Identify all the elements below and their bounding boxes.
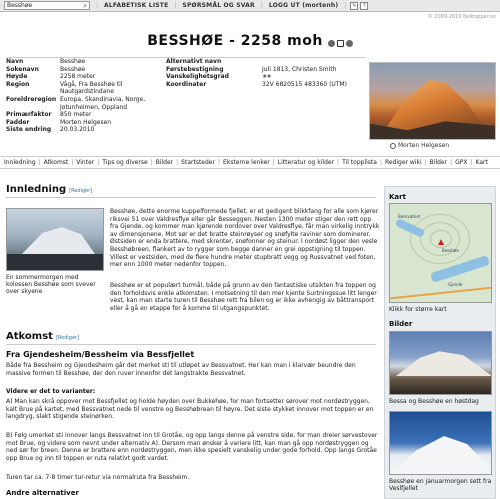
info-row: [6, 88, 145, 96]
info-value: ★★: [262, 73, 271, 81]
info-row: [166, 66, 347, 74]
info-row: [6, 58, 145, 66]
info-key: Alternativt navn: [166, 58, 222, 65]
mountain-photo[interactable]: [369, 62, 496, 140]
info-row: [6, 126, 145, 134]
variant-a: A) Man kan skrå oppover mot Bessfjellet og holde høyden over Bukkehøe, for man fortsetter sørover mot nordøstryggen, kalt Brue på kartet, med Bessvatnet nede til venstre og Besshøbrean til høyre. Det siste stykket innover mot toppen er en langdryg, slakt stigende steinørken.: [6, 398, 374, 421]
map-label: Besshøe: [442, 248, 459, 253]
info-row: [6, 73, 145, 81]
photos-heading: Bilder: [389, 320, 413, 328]
tab-link[interactable]: Rediger wiki: [384, 159, 422, 166]
info-value: 32V 6820515 483360 (UTM): [262, 80, 348, 88]
edit-icon[interactable]: ✎: [352, 2, 357, 9]
trip-time: Turen tar ca. 7-8 timer tur-retur via normalruta fra Bessheim.: [6, 474, 190, 481]
copyright-icon: [390, 143, 396, 149]
map-label: Gjende: [448, 282, 463, 287]
info-value: Besshøe: [60, 58, 86, 65]
atkomst-heading: Atkomst: [6, 331, 53, 342]
info-row: [6, 104, 145, 112]
download-icon[interactable]: [346, 40, 353, 47]
sidebar-photo-1[interactable]: [389, 331, 492, 395]
info-row: [6, 111, 145, 119]
tab-link[interactable]: Vinter: [76, 159, 95, 166]
tab-link[interactable]: GPX: [455, 159, 468, 166]
info-value: Besshøe: [60, 65, 86, 73]
camera-icon[interactable]: [328, 40, 335, 47]
intro-paragraph-1: Besshøe, dette enorme kuppelformede fjellet, er et gedigent blikkfang for alle som kjører riksvei 51 over Valdresflye eller går Besseggen. Nesten 1300 meter stiger den rett opp fra Gjende, og kommer man kjørende nordover over Valdresflye, får man virkelig inntrykk av dimensjonene. Mot sør er det bratte steinrøyser og snøfylte raviner som dominerer. Østsiden er enda brattere, med skrenter, snøfonner og steinur. I nordøst ligger den vesle Besshøbreen, flankert av to rygger som begge danner en grei oppstigning til toppen. Villest er vestsiden, med de flere hundre meter stupbratt vegg og Russvatnet ved foten, mer enn 1000 meter nedenfor toppen.: [110, 208, 380, 269]
top-nav: | ALFABETISK LISTE | SPØRSMÅL OG SVAR | LOGG UT (mortenh) |: [96, 2, 347, 9]
tab-link[interactable]: Eksterne lenker: [222, 159, 270, 166]
tab-link[interactable]: Bilder: [155, 159, 174, 166]
atkomst-section-header: [6, 331, 376, 345]
tab-link[interactable]: Startsteder: [181, 159, 215, 166]
search-value: Besshøe: [7, 2, 33, 9]
nav-questions-answers[interactable]: SPØRSMÅL OG SVAR: [182, 2, 255, 9]
intro-heading: Innledning: [6, 184, 67, 195]
top-icons: [350, 2, 368, 10]
intro-photo-caption: En sommermorgen med kolossen Besshøe som svever over skyene: [6, 274, 96, 295]
info-key: Siste endring: [6, 126, 52, 134]
info-key: Førstebestigning: [166, 65, 224, 73]
copyright: © 2009-2010 fjelltopper.no: [427, 14, 496, 20]
atkomst-edit-link[interactable]: [Rediger]: [55, 335, 80, 341]
tab-link[interactable]: Kart: [475, 159, 488, 166]
info-key: Fadder: [6, 118, 30, 126]
info-value: Juli 1813, Christen Smith: [262, 65, 337, 73]
info-row: [6, 81, 145, 89]
photo-credit: Morten Helgesen: [390, 142, 449, 149]
info-row: [166, 73, 347, 81]
section-tabs: Innledning | Atkomst | Vinter | Tips og diverse | Bilder | Startsteder | Eksterne lenker | Litteratur og kilder | Til topplista | Rediger wiki | Bilder | GPX | Kart: [0, 156, 500, 169]
info-left: [6, 58, 145, 134]
info-row: [166, 58, 347, 66]
info-key: Primærfaktor: [6, 111, 52, 119]
info-value: Nautgardstindane: [60, 88, 114, 96]
atkomst-paragraph-1: Både fra Bessheim og Gjendesheim går det merket sti til utløpet av Bessvatnet. Her kan man i klarvær beundre den massive formen til Besshøe, der den ruver innenfor det langstrakte Bessvatnet.: [6, 362, 356, 377]
info-key: [6, 104, 60, 112]
variant-b: B) Følg umerket sti innover langs Bessvatnet inn til Grotåe, og opp langs denne på venstre side, for man dreier sørvestover mot Brue, og videre som nevnt under alternativ A). Dersom man ønsker å variere litt, kan man gå opp nordøstryggen og ned sør for breen. Denne er brattere enn nordøstryggen, men ikke spesielt vanskelig under gode forhold. Opp langs Grotåe opp Brue og inn til toppen er ruta relativt godt vardet.: [6, 432, 378, 462]
info-key: Vanskelighetsgrad: [166, 73, 229, 81]
sidebar-photo-2[interactable]: [389, 411, 492, 475]
info-value: 2258 meter: [60, 73, 96, 81]
nav-logout[interactable]: LOGG UT (mortenh): [268, 2, 339, 9]
tab-link[interactable]: Litteratur og kilder: [277, 159, 335, 166]
info-value: Morten Helgesen: [60, 118, 112, 126]
mountain-name: BESSHØE - 2258: [147, 33, 282, 49]
tab-link[interactable]: Til topplista: [342, 159, 377, 166]
alternatives-heading: Andre alternativer: [6, 489, 79, 497]
intro-section-header: [6, 184, 376, 198]
info-key: Foreldreregion: [6, 95, 57, 103]
page-title: [0, 33, 500, 49]
sidebar-photo-2-caption: Besshøe en januarmorgen sett fra Veslfjellet: [389, 478, 492, 492]
route-heading: Fra Gjendesheim/Bessheim via Bessfjellet: [6, 350, 195, 359]
info-key: [6, 88, 60, 96]
height-unit: moh: [287, 33, 323, 49]
tab-link[interactable]: Bilder: [429, 159, 448, 166]
info-row: [166, 81, 347, 89]
info-row: [6, 96, 145, 104]
map-caption[interactable]: Klikk for større kart: [389, 306, 447, 313]
info-right: [166, 58, 347, 88]
intro-photo[interactable]: [6, 208, 104, 271]
help-icon[interactable]: ?: [360, 2, 368, 10]
intro-paragraph-2: Besshøe er et populært turmål, både på grunn av den fantastiske utsikten fra toppen og den forholdsvis enkle atkomsten. I motsetning til den mer kjente Surtningssue litt lenger vest, kan man starte turen til Besshøe rett fra bilen og er ikke avhengig av båttransport eller å gå en etappe for å komme til utgangspunktet.: [110, 282, 377, 312]
search-icon[interactable]: ⌕: [83, 2, 87, 10]
info-key: Region: [6, 80, 30, 88]
info-row: [6, 119, 145, 127]
summit-marker-icon: [438, 239, 444, 245]
info-key: Navn: [6, 58, 24, 65]
intro-edit-link[interactable]: [Rediger]: [69, 188, 93, 194]
map-heading: Kart: [389, 193, 406, 201]
info-value: 20.03.2010: [60, 126, 95, 134]
sidebar-photo-1-caption: Bessa og Besshøe en høstdag: [389, 398, 479, 405]
info-key: Koordinater: [166, 80, 207, 88]
map-thumbnail[interactable]: [389, 203, 492, 303]
info-table: [6, 57, 366, 134]
print-icon[interactable]: [337, 40, 344, 47]
info-value: Vågå, Fra Besshøe til: [60, 80, 123, 88]
info-key: Høyde: [6, 73, 28, 81]
tab-link[interactable]: Tips og diverse: [102, 159, 148, 166]
info-value: Europa, Skandinavia, Norge,: [60, 95, 146, 103]
search-input[interactable]: [4, 1, 90, 10]
tab-link[interactable]: Atkomst: [43, 159, 69, 166]
info-value: Jotunheimen, Oppland: [60, 103, 128, 111]
tab-link[interactable]: Innledning: [4, 159, 36, 166]
variants-heading: Videre er det to varianter:: [6, 388, 96, 395]
info-key: Sokenavn: [6, 65, 39, 73]
info-value: 850 meter: [60, 111, 92, 119]
map-label: Bessvatnet: [398, 214, 421, 219]
info-row: [6, 66, 145, 74]
top-bar: [0, 0, 500, 12]
nav-alphabetical-list[interactable]: ALFABETISK LISTE: [104, 2, 169, 9]
